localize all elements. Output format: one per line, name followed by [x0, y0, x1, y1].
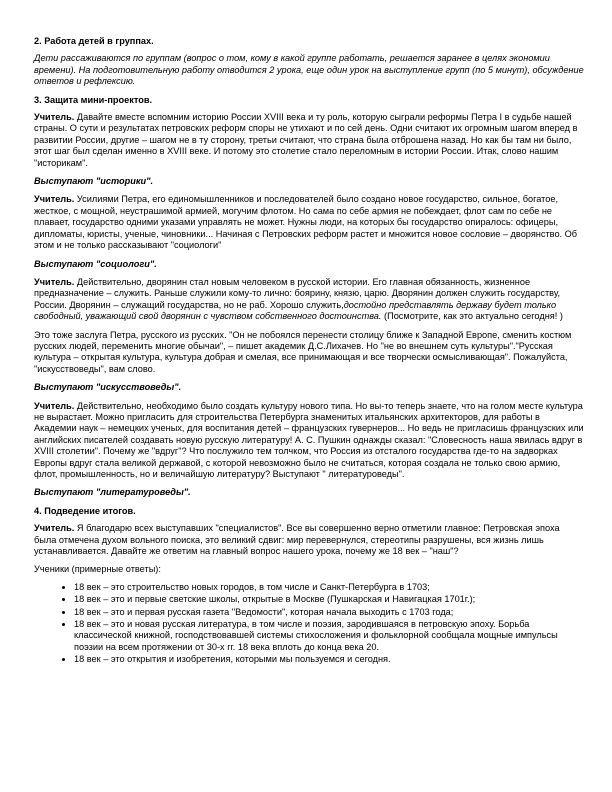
teacher-paragraph-1	[34, 112, 584, 169]
paragraph-text: Усилиями Петра, его единомышленников и последователей было создано новое государство, сильное, богатое, жесткое, с мощной, неустрашимой армией, могучим флотом. Но сама по себе армия не побеждает, флот сам по себе не плавает, государство одними указами управлять не может. Нужны люди, на которых бы государство опиралось: офицеры, дипломаты, юристы, ученые, чиновники... Начиная с Петровских реформ растет и множится новое сословие – дворянство. Об этом и не только рассказывают "социологи"	[34, 194, 578, 251]
section-3-heading: 3. Защита мини-проектов.	[34, 94, 153, 105]
document-page	[34, 36, 584, 667]
performance-sociologists: Выступают "социологи".	[34, 258, 157, 269]
teacher-paragraph-3	[34, 277, 584, 323]
list-item: • 18 век – это и первые светские школы, открытые в Москве (Пушкарская и Навигацкая 1701г.);	[74, 594, 584, 605]
list-item: • 18 век – это строительство новых городов, в том числе и Санкт-Петербурга в 1703;	[74, 582, 584, 593]
section-4-heading: 4. Подведение итогов.	[34, 505, 136, 516]
paragraph-text: Давайте вместе вспомним историю России XVIII века и ту роль, которую сыграли реформы Петра I в судьбе нашей страны. О сути и результатах петровских реформ споры не утихают и по сей день. Одни считают их огромным шагом вперед в развитии России, другие – шагом не в ту сторону, третьи считают, что страна была отброшена назад. Но как бы там ни было, этот шаг был сделан именно в XVIII веке. И потому это столетие стало переломным в истории России. Итак, слово нашим "историкам".	[34, 112, 578, 168]
paragraph-text: Действительно, дворянин стал новым человеком в русской истории. Его главная обязанность, жизненное предназначение – служить. Раньше служили кому-то лично: боярину, князю, царю. Дворянин должен служить государству, России. Дворянин – служащий государства, но не раб. Хорошо служить,	[34, 276, 561, 310]
performance-historians: Выступают "историки".	[34, 176, 154, 187]
teacher-paragraph-5	[34, 523, 584, 557]
performance-literary-critics: Выступают "литературоведы".	[34, 487, 191, 498]
paragraph-text: Действительно, необходимо было создать культуру нового типа. Но вы-то теперь знаете, что на голом месте культура не вырастает. Можно пригласить для строительства Петербурга знаменитых итальянских архитекторов, для работы в Академии наук – немецких ученых, для воспитания детей – французских гувернеров... Но ведь не пригласишь французских или английских писателей создавать новую русскую литературу! А. С. Пушкин однажды сказал: "Словесность наша явилась вдруг в XVIII столетии". Почему же "вдруг"? Что послужило тем толчком, что Россия из отсталого государства где-то на задворках Европы вдруг стала великой державой, с которой невозможно было не считаться, которая создала не только свою армию, флот, промышленность, но и величайшую литературу? Выступают " литературоведы".	[34, 400, 584, 479]
answers-intro: Ученики (примерные ответы):	[34, 564, 161, 575]
speaker-label: Учитель.	[34, 112, 75, 123]
section-2-heading: 2. Работа детей в группах.	[34, 36, 154, 46]
teacher-paragraph-2	[34, 194, 584, 251]
answers-list	[34, 582, 584, 666]
section-2-paragraph: Дети рассаживаются по группам (вопрос о том, кому в какой группе работать, решается заранее в целях экономии времени). На подготовительную работу отводится 2 урока, еще один урок на выступление групп (по 5 минут), обсуждение ответов и рефлексию.	[34, 53, 584, 87]
paragraph-italic: достойно представлять державу будет только свободный, уважающий свой дворянин с чувством собственного достоинства.	[34, 299, 557, 322]
performance-art-historians: Выступают "искусствоведы".	[34, 382, 182, 393]
likhachev-paragraph: Это тоже заслуга Петра, русского из русских. "Он не побоялся перенести столицу ближе к Западной Европе, сменить костюм русских людей, переменить многие обычаи", – пишет академик Д.С.Лихачев. Но "не во внешнем суть культуры"."Русская культура – открытая культура, культура добрая и смелая, все принимающая и все творчески осмысливающая". Пожалуйста, "искусствоведы", вам слово.	[34, 329, 572, 374]
speaker-label: Учитель.	[34, 400, 75, 411]
speaker-label: Учитель.	[34, 194, 75, 205]
speaker-label: Учитель.	[34, 523, 75, 534]
list-item: • 18 век – это и первая русская газета "Ведомости", которая начала выходить с 1703 года;	[74, 607, 584, 618]
teacher-paragraph-4	[34, 401, 584, 481]
paragraph-text: Я благодарю всех выступавших "специалистов". Все вы совершенно верно отметили главное: Петровская эпоха была отмечена духом вольного поиска, это великий сдвиг: мир перевернулся, стереотипы разрушены, вся жизнь лишь устанавливается. Давайте же ответим на главный вопрос нашего урока, почему же 18 век – "наш"?	[34, 523, 560, 557]
speaker-label: Учитель.	[34, 276, 75, 287]
list-item: • 18 век – это и новая русская литература, в том числе и поэзия, зародившаяся в петровскую эпоху. Борьба классической книжной, господствовавшей системы стихосложения и фольклорной сообщала мощные импульсы поэзии на всем протяжении от 30-х гг. 18 века вплоть до конца века 20.	[74, 619, 584, 653]
list-item: • 18 век – это открытия и изобретения, которыми мы пользуемся и сегодня.	[74, 654, 584, 665]
paragraph-tail: (Посмотрите, как это актуально сегодня! )	[381, 311, 563, 322]
